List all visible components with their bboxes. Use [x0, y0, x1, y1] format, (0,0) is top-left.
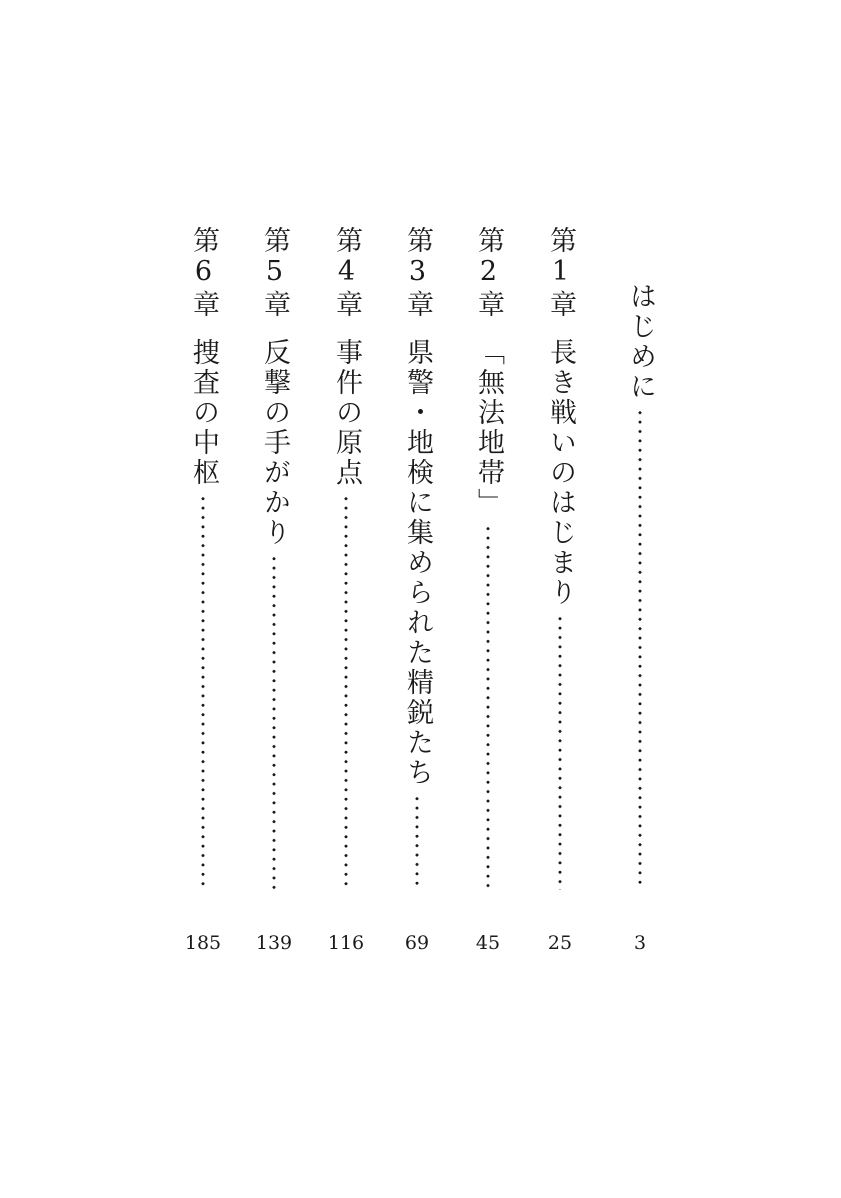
chapter-label: 第4章	[331, 226, 362, 320]
toc-entry-chapter-4[interactable]	[326, 226, 366, 966]
chapter-label: 第1章	[545, 226, 576, 320]
toc-entry-chapter-6[interactable]	[183, 226, 223, 966]
toc-entry-chapter-2[interactable]	[468, 226, 508, 966]
toc-entry-introduction[interactable]	[620, 226, 660, 966]
toc-entry-body	[468, 338, 508, 890]
toc-entry-title: 事件の原点	[331, 338, 362, 488]
toc-entry-chapter-5[interactable]	[254, 226, 294, 966]
dot-leader	[344, 494, 348, 890]
dot-leader	[638, 408, 642, 890]
toc-page-number: 25	[547, 932, 573, 954]
toc-entry-title: はじめに	[625, 282, 656, 402]
chapter-label: 第5章	[259, 226, 290, 320]
toc-entry-chapter-1[interactable]	[540, 226, 580, 966]
toc-entry-body	[620, 282, 660, 890]
toc-entry-body	[540, 338, 580, 890]
toc-entry-title: 捜査の中枢	[188, 338, 219, 488]
toc-entry-body	[183, 338, 223, 890]
toc-page-number: 3	[633, 932, 647, 954]
dot-leader	[415, 794, 419, 890]
dot-leader	[272, 554, 276, 890]
toc-entry-title: 「無法地帯」	[473, 338, 504, 518]
toc-page-number: 116	[327, 932, 365, 954]
toc-entry-title: 反撃の手がかり	[259, 338, 290, 548]
dot-leader	[486, 524, 490, 890]
toc-entry-chapter-3[interactable]	[397, 226, 437, 966]
toc-entry-body	[254, 338, 294, 890]
chapter-label: 第2章	[473, 226, 504, 320]
chapter-label: 第3章	[402, 226, 433, 320]
dot-leader	[201, 494, 205, 890]
toc-page-number: 45	[475, 932, 501, 954]
toc-entry-body	[397, 338, 437, 890]
chapter-label: 第6章	[188, 226, 219, 320]
toc-entry-title: 長き戦いのはじまり	[545, 338, 576, 608]
toc-page-number: 69	[404, 932, 430, 954]
toc-page-number: 185	[184, 932, 222, 954]
toc-page-number: 139	[255, 932, 293, 954]
toc-entry-title: 県警・地検に集められた精鋭たち	[402, 338, 433, 788]
dot-leader	[558, 614, 562, 890]
toc-entry-body	[326, 338, 366, 890]
